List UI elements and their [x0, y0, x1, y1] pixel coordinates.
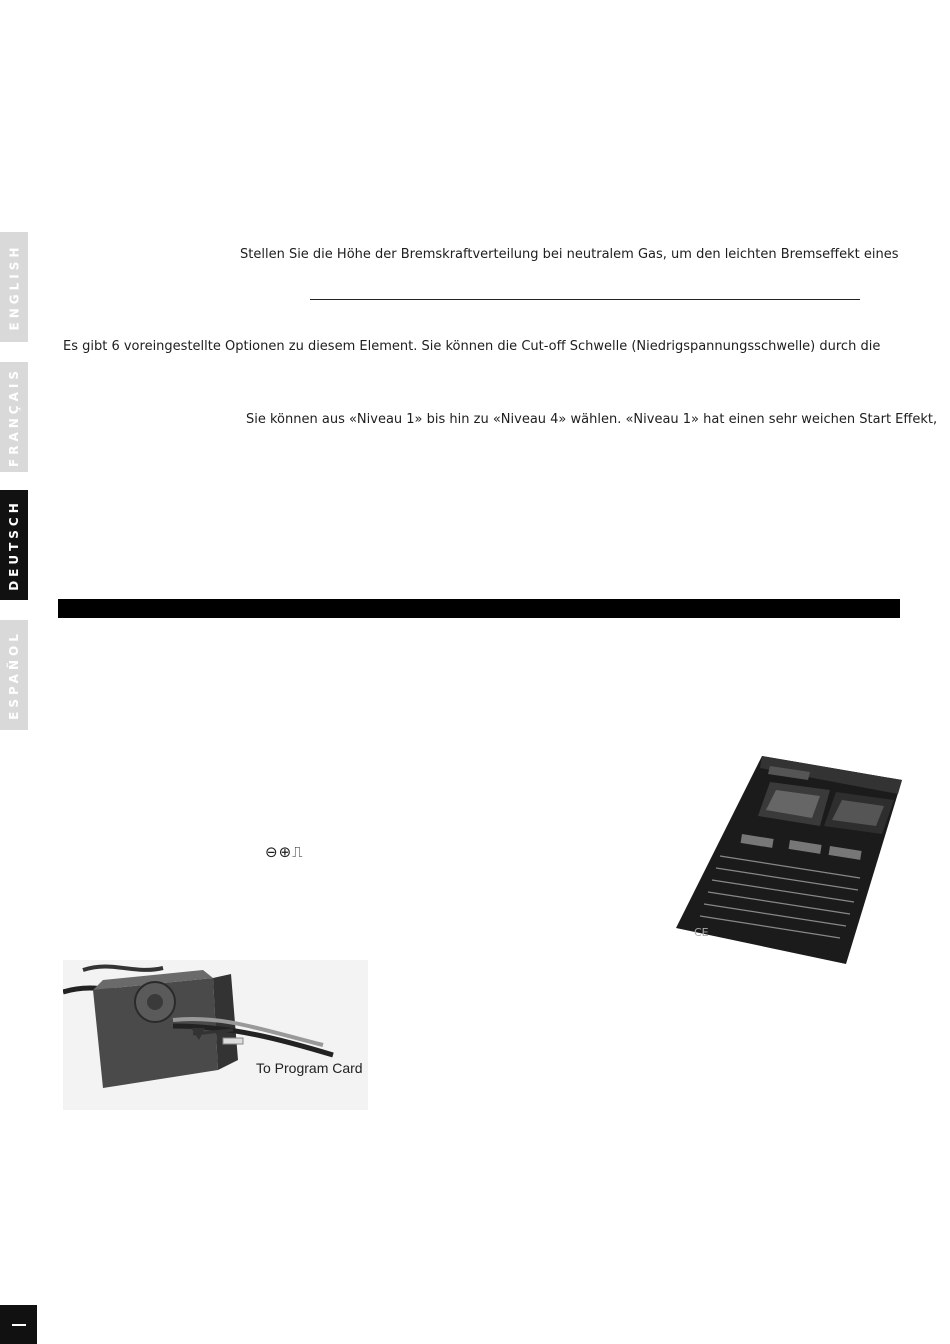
wire-polarity-symbols: ⊖⊕⎍	[265, 843, 304, 861]
esc-caption: To Program Card	[256, 1060, 363, 1076]
lang-tab-label: DEUTSCH	[7, 499, 21, 591]
lang-tab-deutsch	[0, 490, 28, 600]
page-number-mark	[12, 1324, 26, 1326]
section-header-bar	[58, 599, 900, 618]
lang-tab-label: ESPAÑOL	[7, 630, 21, 720]
body-text-start-level: Sie können aus «Niveau 1» bis hin zu «Niveau 4» wählen. «Niveau 1» hat einen sehr weichen Start Effekt,	[246, 412, 938, 427]
divider-line	[310, 299, 860, 300]
lang-tab-label: FRANÇAIS	[7, 367, 21, 467]
lang-tab-label: ENGLISH	[7, 243, 22, 331]
lang-tab-espanol	[0, 620, 28, 730]
body-text-brake: Stellen Sie die Höhe der Bremskraftverteilung bei neutralem Gas, um den leichten Bremseffekt eines	[240, 247, 899, 262]
body-text-cutoff: Es gibt 6 voreingestellte Optionen zu diesem Element. Sie können die Cut-off Schwelle (Niedrigspannungsschwelle) durch die	[63, 339, 881, 354]
svg-text:CE: CE	[694, 926, 709, 939]
lang-tab-english	[0, 232, 28, 342]
esc-image	[63, 960, 368, 1110]
page-number-block	[0, 1305, 37, 1344]
program-card-image	[670, 752, 912, 967]
lang-tab-francais	[0, 362, 28, 472]
